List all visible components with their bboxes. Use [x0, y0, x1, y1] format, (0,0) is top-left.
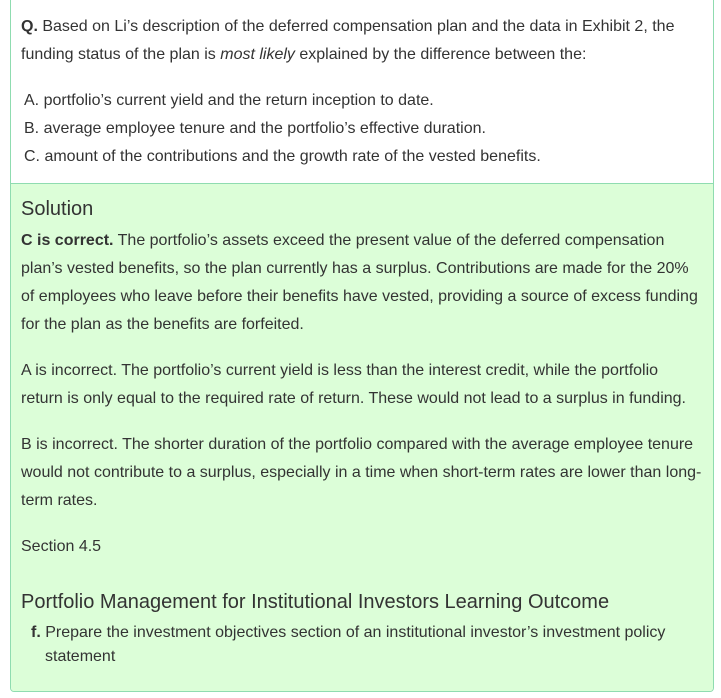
question-body-start: Based on Li’s description of the deferred compensation plan and the data in Exhibit 2, the funding status of the plan is [21, 18, 675, 63]
correct-label: C is correct. [21, 232, 114, 249]
option-letter: A. [24, 92, 40, 109]
learning-outcome-list [21, 621, 704, 669]
incorrect-a-explanation: A is incorrect. The portfolio’s current yield is less than the interest credit, while the portfolio return is only equal to the required rate of return. These would not lead to a surplus in funding. [21, 362, 686, 407]
solution-title: Solution [21, 198, 94, 220]
question-section [11, 0, 713, 184]
option-letter: C. [24, 148, 40, 165]
learning-outcome-title: Portfolio Management for Institutional Investors Learning Outcome [21, 591, 610, 613]
outcome-text: Prepare the investment objectives section of an institutional investor’s investment policy statement [40, 624, 666, 665]
option-b[interactable] [24, 115, 703, 143]
question-text [21, 13, 703, 69]
option-text: portfolio’s current yield and the return inception to date. [39, 92, 434, 109]
answer-options [21, 87, 703, 171]
solution-section [11, 184, 713, 692]
option-c[interactable] [24, 143, 703, 171]
correct-text: The portfolio’s assets exceed the present value of the deferred compensation plan’s vested benefits, so the plan currently has a surplus. Contributions are made for the 20% of employees who leave before their benefits have vested, providing a source of excess funding for the plan as the benefits are forfeited. [21, 232, 698, 333]
option-text: average employee tenure and the portfolio’s effective duration. [39, 120, 486, 137]
learning-outcome-item [31, 621, 704, 669]
question-emphasis: most likely [220, 46, 295, 63]
question-card [10, 0, 714, 692]
option-text: amount of the contributions and the growth rate of the vested benefits. [40, 148, 541, 165]
incorrect-b-explanation: B is incorrect. The shorter duration of the portfolio compared with the average employee tenure would not contribute to a surplus, especially in a time when short-term rates are lower than long-term rates. [21, 436, 702, 509]
correct-explanation [21, 227, 704, 339]
section-reference: Section 4.5 [21, 538, 102, 555]
option-letter: B. [24, 120, 40, 137]
question-body-end: explained by the difference between the: [294, 46, 587, 63]
question-prefix: Q. [21, 18, 38, 35]
option-a[interactable] [24, 87, 703, 115]
outcome-letter: f. [31, 624, 41, 641]
